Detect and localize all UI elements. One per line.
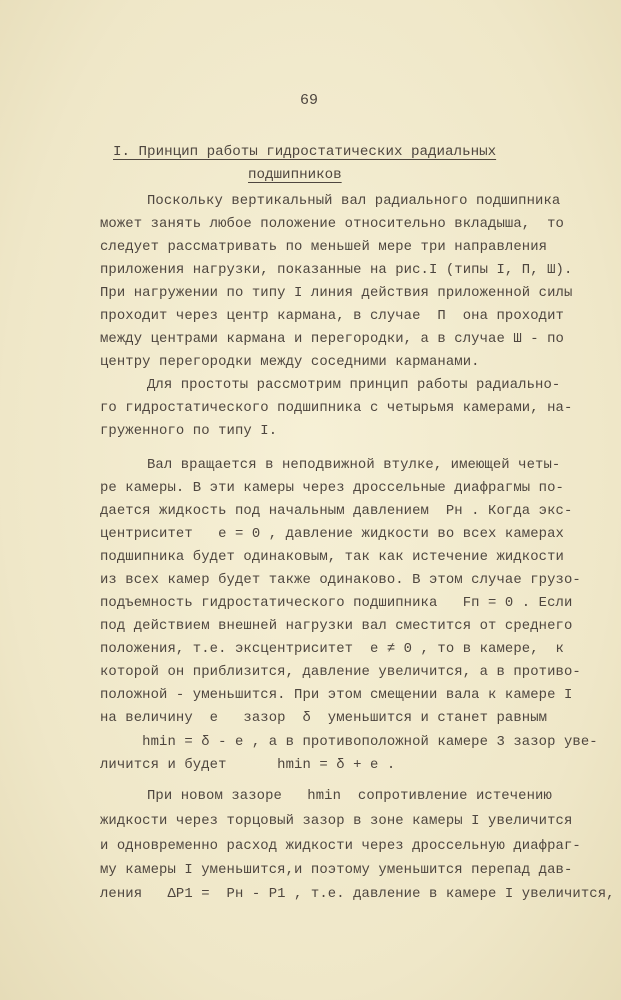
text-line: го гидростатического подшипника с четырьмя камерами, на- <box>100 400 573 416</box>
page-number: 69 <box>300 92 319 109</box>
text-line: положения, т.е. эксцентриситет e ≠ 0 , то в камере, к <box>100 641 564 657</box>
text-line: следует рассматривать по меньшей мере три направления <box>100 239 548 255</box>
text-line: Вал вращается в неподвижной втулке, имеющей четы- <box>147 457 561 473</box>
text-line: ления ΔP1 = Pн - P1 , т.е. давление в камере I увеличится, <box>100 886 615 902</box>
text-line: груженного по типу I. <box>100 423 278 439</box>
text-line: на величину e зазор δ уменьшится и станет равным <box>100 710 548 726</box>
text-line: которой он приблизится, давление увеличится, а в противо- <box>100 664 581 680</box>
text-line: личится и будет hmin = δ + e . <box>100 757 396 773</box>
text-line: из всех камер будет также одинаково. В этом случае грузо- <box>100 572 581 588</box>
text-line: под действием внешней нагрузки вал сместится от среднего <box>100 618 573 634</box>
text-line: дается жидкость под начальным давлением Pн . Когда экс- <box>100 503 573 519</box>
text-line: жидкости через торцовый зазор в зоне камеры I увеличится <box>100 813 573 829</box>
text-line: проходит через центр кармана, в случае П она проходит <box>100 308 564 324</box>
text-line: hmin = δ - e , а в противоположной камере 3 зазор уве- <box>100 734 598 750</box>
text-line: может занять любое положение относительно вкладыша, то <box>100 216 564 232</box>
text-line: Поскольку вертикальный вал радиального подшипника <box>147 193 561 209</box>
text-line: ре камеры. В эти камеры через дроссельные диафрагмы по- <box>100 480 564 496</box>
section-heading-line-2: подшипников <box>248 167 342 183</box>
text-line: При нагружении по типу I линия действия приложенной силы <box>100 285 573 301</box>
text-line: При новом зазоре hmin сопротивление истечению <box>147 788 552 804</box>
text-line: подъемность гидростатического подшипника Fп = 0 . Если <box>100 595 573 611</box>
text-line: центриситет e = 0 , давление жидкости во всех камерах <box>100 526 564 542</box>
text-line: между центрами кармана и перегородки, а в случае Ш - по <box>100 331 564 347</box>
section-heading-line-1: I. Принцип работы гидростатических радиальных <box>113 144 497 160</box>
text-line: и одновременно расход жидкости через дроссельную диафраг- <box>100 838 581 854</box>
text-line: подшипника будет одинаковым, так как истечение жидкости <box>100 549 564 565</box>
text-line: приложения нагрузки, показанные на рис.I (типы I, П, Ш). <box>100 262 573 278</box>
text-line: центру перегородки между соседними карманами. <box>100 354 480 370</box>
text-line: Для простоты рассмотрим принцип работы радиально- <box>147 377 561 393</box>
text-line: положной - уменьшится. При этом смещении вала к камере I <box>100 687 573 703</box>
text-line: му камеры I уменьшится,и поэтому уменьшится перепад дав- <box>100 862 573 878</box>
